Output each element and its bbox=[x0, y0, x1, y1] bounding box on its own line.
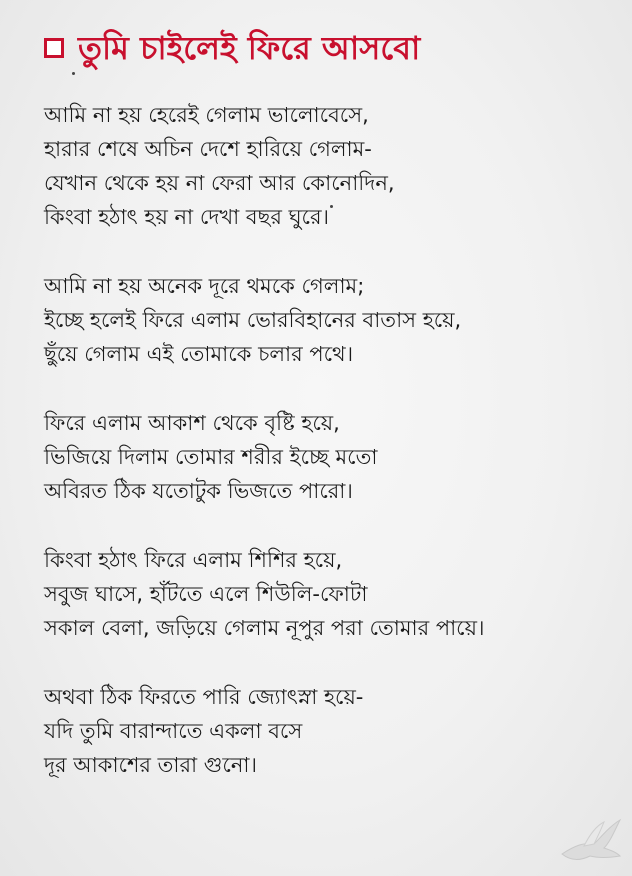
stanza-1 bbox=[44, 98, 614, 234]
stanza-4 bbox=[44, 543, 614, 645]
stanza-2 bbox=[44, 269, 614, 371]
poem-body bbox=[44, 98, 614, 817]
stanza-3 bbox=[44, 406, 614, 508]
poem-line: দূর আকাশের তারা গুনো। bbox=[44, 753, 257, 777]
poem-line: আমি না হয় অনেক দূরে থমকে গেলাম; bbox=[44, 274, 365, 298]
poem-line: যেখান থেকে হয় না ফেরা আর কোনোদিন, bbox=[44, 171, 395, 195]
title-row bbox=[44, 26, 420, 70]
poem-line: ইচ্ছে হলেই ফিরে এলাম ভোরবিহানের বাতাস হয়ে, bbox=[44, 308, 462, 332]
poem-line: ছুঁয়ে গেলাম এই তোমাকে চলার পথে। bbox=[44, 342, 354, 366]
poem-line: ভিজিয়ে দিলাম তোমার শরীর ইচ্ছে মতো bbox=[44, 445, 378, 469]
poem-line: হারার শেষে অচিন দেশে হারিয়ে গেলাম- bbox=[44, 137, 372, 161]
poem-line: আমি না হয় হেরেই গেলাম ভালোবেসে, bbox=[44, 103, 369, 127]
poem-line: কিংবা হঠাৎ হয় না দেখা বছর ঘুরে। bbox=[44, 205, 330, 229]
poem-line: যদি তুমি বারান্দাতে একলা বসে bbox=[44, 719, 303, 743]
poem-line: ফিরে এলাম আকাশ থেকে বৃষ্টি হয়ে, bbox=[44, 411, 340, 435]
dove-icon bbox=[554, 816, 624, 866]
square-outline-icon bbox=[44, 38, 64, 58]
poem-line: কিংবা হঠাৎ ফিরে এলাম শিশির হয়ে, bbox=[44, 548, 343, 572]
poem-line: সবুজ ঘাসে, হাঁটতে এলে শিউলি-ফোটা bbox=[44, 582, 368, 606]
speck-decoration bbox=[72, 72, 75, 75]
stanza-5 bbox=[44, 680, 614, 782]
poem-title: তুমি চাইলেই ফিরে আসবো bbox=[78, 29, 421, 67]
poem-line: সকাল বেলা, জড়িয়ে গেলাম নূপুর পরা তোমার পায়ে। bbox=[44, 616, 485, 640]
poem-line: অথবা ঠিক ফিরতে পারি জ্যোৎস্না হয়ে- bbox=[44, 685, 364, 709]
poem-line: অবিরত ঠিক যতোটুক ভিজতে পারো। bbox=[44, 479, 353, 503]
